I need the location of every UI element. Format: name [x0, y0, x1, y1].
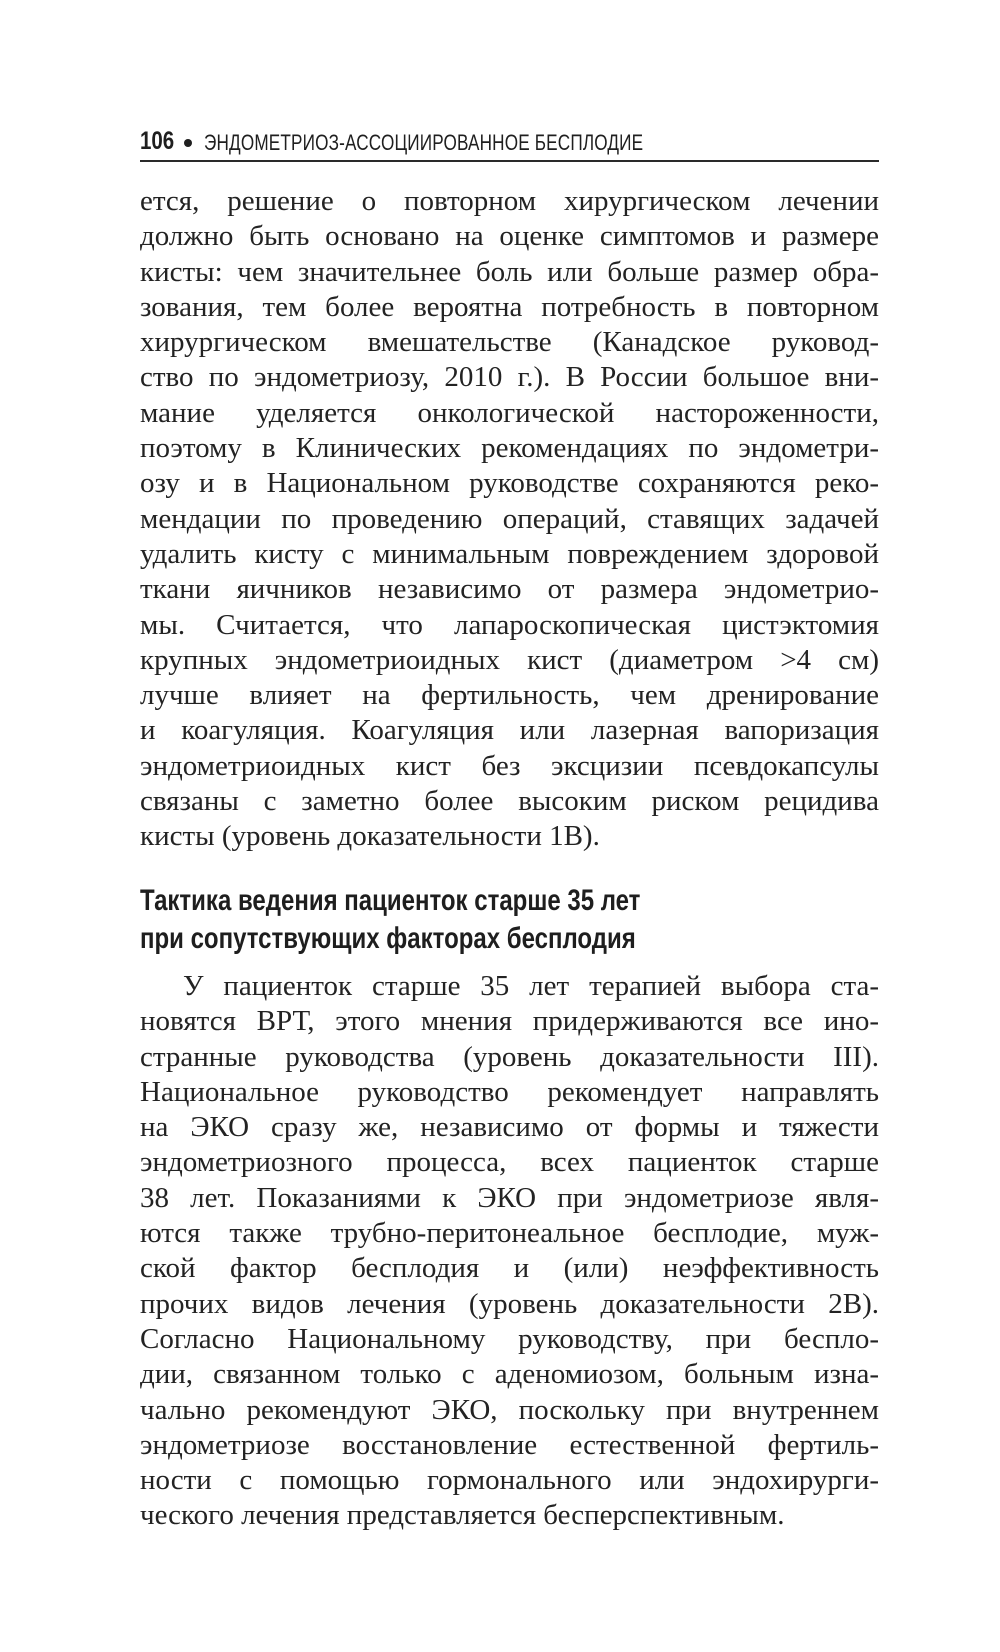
text-line: поэтому в Клинических рекомендациях по эндометри-: [140, 432, 879, 465]
text-line: лучше влияет на фертильность, чем дренирование: [140, 679, 879, 712]
text-line: мендации по проведению операций, ставящих задачей: [140, 502, 879, 535]
text-line: ются также трубно-перитонеальное бесплодие, муж-: [140, 1217, 879, 1250]
text-line: ется, решение о повторном хирургическом лечении: [140, 185, 879, 217]
text-line: мание уделяется онкологической настороженности,: [140, 396, 879, 429]
text-line: ности с помощью гормонального или эндохирурги-: [140, 1464, 879, 1497]
text-line: кисты: чем значительнее боль или больше размер обра-: [140, 255, 879, 288]
paragraph-continued: [140, 184, 879, 855]
section-heading-line: при сопутствующих факторах бесплодия: [140, 922, 636, 955]
section-heading-line: Тактика ведения пациенток старше 35 лет: [140, 884, 641, 917]
text-line: хирургическом вмешательстве (Канадское руковод-: [140, 326, 879, 359]
text-line: прочих видов лечения (уровень доказательности 2В).: [140, 1287, 879, 1320]
text-line: эндометриоидных кист без эксцизии псевдокапсулы: [140, 749, 879, 782]
text-line: Согласно Национальному руководству, при беспло-: [140, 1322, 879, 1355]
text-line: зования, тем более вероятна потребность в повторном: [140, 290, 879, 323]
text-line: и коагуляция. Коагуляция или лазерная вапоризация: [140, 714, 879, 747]
text-line: удалить кисту с минимальным повреждением здоровой: [140, 537, 879, 570]
bullet-separator: [184, 139, 192, 147]
text-line: крупных эндометриоидных кист (диаметром >4 см): [140, 643, 879, 676]
text-line: новятся ВРТ, этого мнения придерживаются все ино-: [140, 1005, 879, 1038]
text-line: дии, связанном только с аденомиозом, больным изна-: [140, 1358, 879, 1391]
text-line: ство по эндометриозу, 2010 г.). В России большое вни-: [140, 361, 879, 394]
text-line: мы. Считается, что лапароскопическая цистэктомия: [140, 608, 879, 641]
text-line: связаны с заметно более высоким риском рецидива: [140, 785, 879, 818]
text-line: чально рекомендуют ЭКО, поскольку при внутреннем: [140, 1393, 879, 1426]
text-line: 38 лет. Показаниями к ЭКО при эндометриозе явля-: [140, 1181, 879, 1214]
text-line: эндометриозного процесса, всех пациенток старше: [140, 1146, 879, 1179]
text-line: странные руководства (уровень доказательности III).: [140, 1040, 879, 1073]
text-line: на ЭКО сразу же, независимо от формы и тяжести: [140, 1111, 879, 1144]
text-line: ткани яичников независимо от размера эндометрио-: [140, 573, 879, 606]
running-header: [140, 118, 879, 162]
text-line: эндометриозе восстановление естественной фертиль-: [140, 1428, 879, 1461]
text-line: кисты (уровень доказательности 1В).: [140, 820, 600, 853]
paragraph-section: [140, 969, 879, 1534]
section-heading: [140, 882, 879, 958]
text-line: ской фактор бесплодия и (или) неэффективность: [140, 1252, 879, 1285]
text-line: озу и в Национальном руководстве сохраняются реко-: [140, 467, 879, 500]
text-line: должно быть основано на оценке симптомов и размере: [140, 220, 879, 253]
text-line: ческого лечения представляется бесперспективным.: [140, 1499, 785, 1532]
text-line: У пациенток старше 35 лет терапией выбора ста-: [183, 970, 879, 1002]
text-line: Национальное руководство рекомендует направлять: [140, 1075, 879, 1108]
page-number: 106: [140, 127, 175, 155]
running-title: ЭНДОМЕТРИОЗ-АССОЦИИРОВАННОЕ БЕСПЛОДИЕ: [204, 130, 644, 155]
